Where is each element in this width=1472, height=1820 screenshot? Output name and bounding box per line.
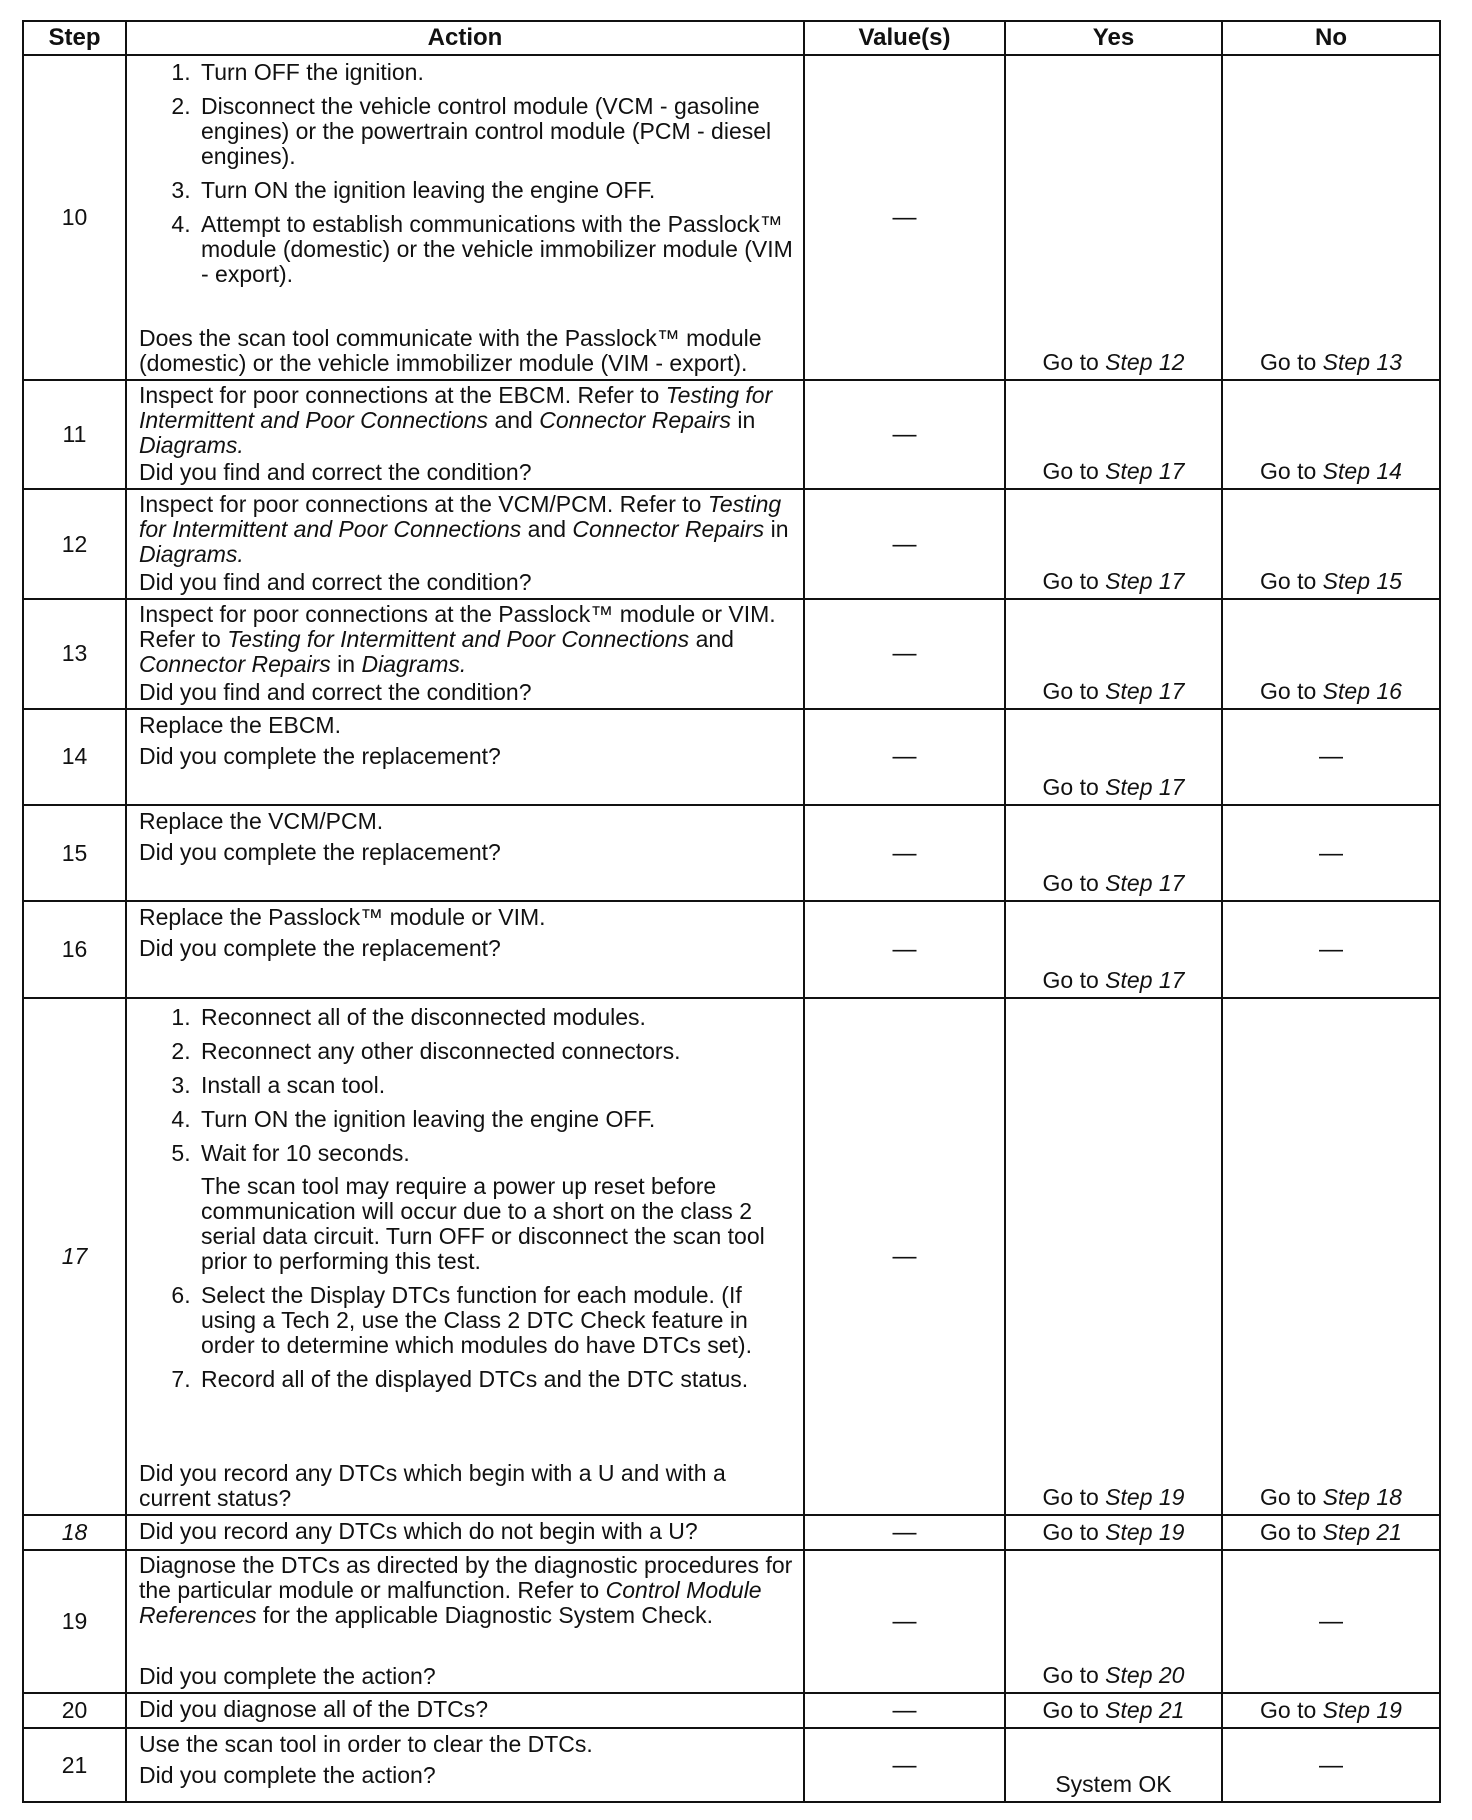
list-item: 7. Record all of the displayed DTCs and the DTC status. <box>197 1367 795 1392</box>
step-number: 13 <box>23 599 126 709</box>
yes-link[interactable]: Step 17 <box>1105 773 1185 800</box>
action-text: Inspect for poor connections at the VCM/PCM. Refer to Testing for Intermittent and Poor Connections and Connector Repairs in Diagrams. <box>139 491 789 568</box>
value-cell: — <box>804 805 1005 901</box>
question-text: Did you find and correct the condition? <box>139 569 532 596</box>
list-item: 2. Disconnect the vehicle control module (VCM - gasoline engines) or the powertrain control module (PCM - diesel engines). <box>197 94 795 169</box>
list-item: 6. Select the Display DTCs function for each module. (If using a Tech 2, use the Class 2 DTC Check feature in order to determine which modules do have DTCs set). <box>197 1283 795 1358</box>
goto-label: Go to <box>1260 1697 1317 1724</box>
yes-cell <box>1005 380 1222 490</box>
yes-link[interactable]: Step 21 <box>1105 1697 1185 1724</box>
goto-label: Go to <box>1042 1662 1099 1689</box>
list-item: 1. Reconnect all of the disconnected modules. <box>197 1005 795 1030</box>
action-cell <box>126 599 804 709</box>
header-yes: Yes <box>1005 21 1222 55</box>
header-no: No <box>1222 21 1440 55</box>
value-cell: — <box>804 55 1005 380</box>
action-cell <box>126 805 804 901</box>
step-number: 21 <box>23 1728 126 1802</box>
question-text: Did you complete the action? <box>139 1762 436 1789</box>
value-cell: — <box>804 1693 1005 1728</box>
action-cell <box>126 901 804 997</box>
value-cell: — <box>804 1515 1005 1550</box>
goto-label: Go to <box>1042 1697 1099 1724</box>
value-cell: — <box>804 1728 1005 1802</box>
action-list <box>139 60 795 296</box>
yes-cell <box>1005 1693 1222 1728</box>
yes-cell <box>1005 1550 1222 1693</box>
action-text: Replace the Passlock™ module or VIM. <box>139 904 546 931</box>
no-link[interactable]: Step 14 <box>1322 458 1402 485</box>
table-row <box>23 998 1440 1515</box>
no-cell: — <box>1222 805 1440 901</box>
no-cell <box>1222 1693 1440 1728</box>
no-cell: — <box>1222 1550 1440 1693</box>
question-text: Does the scan tool communicate with the Passlock™ module (domestic) or the vehicle immobilizer module (VIM - export). <box>139 324 762 376</box>
action-text: Inspect for poor connections at the Passlock™ module or VIM. Refer to Testing for Intermittent and Poor Connections and Connector Repairs in Diagrams. <box>139 601 776 678</box>
no-link[interactable]: Step 13 <box>1322 348 1402 375</box>
no-cell <box>1222 380 1440 490</box>
goto-label: Go to <box>1260 568 1317 595</box>
goto-label: Go to <box>1042 870 1099 897</box>
step-number: 12 <box>23 489 126 599</box>
table-row <box>23 489 1440 599</box>
step-number: 16 <box>23 901 126 997</box>
goto-label: Go to <box>1042 677 1099 704</box>
goto-label: Go to <box>1042 458 1099 485</box>
header-step: Step <box>23 21 126 55</box>
yes-link[interactable]: Step 19 <box>1105 1484 1185 1511</box>
yes-cell <box>1005 709 1222 805</box>
action-text: Diagnose the DTCs as directed by the diagnostic procedures for the particular module or malfunction. Refer to Control Module References for the applicable Diagnostic System Check. <box>139 1551 793 1628</box>
note-text: The scan tool may require a power up reset before communication will occur due to a short on the class 2 serial data circuit. Turn OFF or disconnect the scan tool prior to performing this test. <box>201 1172 765 1274</box>
value-cell: — <box>804 599 1005 709</box>
question-text: Did you complete the replacement? <box>139 838 501 865</box>
action-text: Use the scan tool in order to clear the DTCs. <box>139 1731 593 1758</box>
question-text: Did you complete the replacement? <box>139 742 501 769</box>
table-row <box>23 1693 1440 1728</box>
yes-link[interactable]: Step 20 <box>1105 1662 1185 1689</box>
goto-label: Go to <box>1042 1484 1099 1511</box>
action-text: Replace the VCM/PCM. <box>139 807 384 834</box>
list-item: 5. Wait for 10 seconds. The scan tool may require a power up reset before communication will occur due to a short on the class 2 serial data circuit. Turn OFF or disconnect the scan tool prior to performing this test. <box>197 1141 795 1274</box>
yes-cell <box>1005 901 1222 997</box>
step-number: 20 <box>23 1693 126 1728</box>
action-list <box>139 1005 795 1401</box>
yes-link[interactable]: Step 17 <box>1105 677 1185 704</box>
action-cell <box>126 489 804 599</box>
table-row <box>23 901 1440 997</box>
step-number: 18 <box>23 1515 126 1550</box>
yes-cell <box>1005 55 1222 380</box>
no-link[interactable]: Step 19 <box>1322 1697 1402 1724</box>
table-row <box>23 1550 1440 1693</box>
list-item: 1. Turn OFF the ignition. <box>197 60 795 85</box>
list-item: 4. Turn ON the ignition leaving the engine OFF. <box>197 1107 795 1132</box>
yes-cell <box>1005 599 1222 709</box>
no-cell <box>1222 55 1440 380</box>
no-link[interactable]: Step 16 <box>1322 677 1402 704</box>
action-text: Replace the EBCM. <box>139 711 341 738</box>
no-cell: — <box>1222 709 1440 805</box>
question-text: Did you find and correct the condition? <box>139 678 532 705</box>
step-number: 14 <box>23 709 126 805</box>
yes-cell <box>1005 1515 1222 1550</box>
no-cell: — <box>1222 901 1440 997</box>
action-cell <box>126 380 804 490</box>
no-cell: — <box>1222 1728 1440 1802</box>
no-cell <box>1222 998 1440 1515</box>
yes-link[interactable]: Step 19 <box>1105 1518 1185 1545</box>
no-cell <box>1222 489 1440 599</box>
yes-result: System OK <box>1055 1771 1172 1797</box>
question-text: Did you diagnose all of the DTCs? <box>139 1696 489 1723</box>
question-text: Did you complete the action? <box>139 1663 436 1690</box>
goto-label: Go to <box>1042 966 1099 993</box>
header-action: Action <box>126 21 804 55</box>
goto-label: Go to <box>1260 1484 1317 1511</box>
header-values: Value(s) <box>804 21 1005 55</box>
yes-link[interactable]: Step 17 <box>1105 870 1185 897</box>
no-cell <box>1222 599 1440 709</box>
action-cell <box>126 1515 804 1550</box>
table-row <box>23 599 1440 709</box>
goto-label: Go to <box>1042 1518 1099 1545</box>
yes-cell <box>1005 489 1222 599</box>
value-cell: — <box>804 380 1005 490</box>
step-number: 15 <box>23 805 126 901</box>
action-cell <box>126 709 804 805</box>
yes-cell <box>1005 805 1222 901</box>
value-cell: — <box>804 709 1005 805</box>
step-number: 19 <box>23 1550 126 1693</box>
question-text: Did you complete the replacement? <box>139 935 501 962</box>
list-item: 3. Turn ON the ignition leaving the engine OFF. <box>197 178 795 203</box>
table-row <box>23 380 1440 490</box>
yes-link[interactable]: Step 17 <box>1105 966 1185 993</box>
goto-label: Go to <box>1260 1518 1317 1545</box>
table-row <box>23 55 1440 380</box>
goto-label: Go to <box>1042 348 1099 375</box>
diagnostic-table <box>22 20 1441 1803</box>
no-cell <box>1222 1515 1440 1550</box>
yes-cell <box>1005 998 1222 1515</box>
question-text: Did you record any DTCs which begin with a U and with a current status? <box>139 1460 726 1512</box>
action-cell <box>126 55 804 380</box>
table-row <box>23 709 1440 805</box>
step-number: 11 <box>23 380 126 490</box>
no-link[interactable]: Step 15 <box>1322 568 1402 595</box>
header-row <box>23 21 1440 55</box>
action-cell <box>126 1728 804 1802</box>
value-cell: — <box>804 998 1005 1515</box>
step-number: 10 <box>23 55 126 380</box>
value-cell: — <box>804 901 1005 997</box>
value-cell: — <box>804 489 1005 599</box>
action-cell <box>126 998 804 1515</box>
list-item: 2. Reconnect any other disconnected connectors. <box>197 1039 795 1064</box>
list-item: 4. Attempt to establish communications with the Passlock™ module (domestic) or the vehicle immobilizer module (VIM - export). <box>197 212 795 287</box>
yes-link[interactable]: Step 17 <box>1105 458 1185 485</box>
action-text: Inspect for poor connections at the EBCM. Refer to Testing for Intermittent and Poor Connections and Connector Repairs in Diagrams. <box>139 381 773 458</box>
goto-label: Go to <box>1042 773 1099 800</box>
yes-link[interactable]: Step 17 <box>1105 568 1185 595</box>
list-item: 3. Install a scan tool. <box>197 1073 795 1098</box>
yes-cell <box>1005 1728 1222 1802</box>
goto-label: Go to <box>1260 677 1317 704</box>
goto-label: Go to <box>1260 458 1317 485</box>
value-cell: — <box>804 1550 1005 1693</box>
no-link[interactable]: Step 18 <box>1322 1484 1402 1511</box>
goto-label: Go to <box>1042 568 1099 595</box>
step-number: 17 <box>23 998 126 1515</box>
goto-label: Go to <box>1260 348 1317 375</box>
question-text: Did you record any DTCs which do not begin with a U? <box>139 1518 698 1545</box>
action-cell <box>126 1550 804 1693</box>
table-row <box>23 1515 1440 1550</box>
no-link[interactable]: Step 21 <box>1322 1518 1402 1545</box>
question-text: Did you find and correct the condition? <box>139 459 532 486</box>
yes-link[interactable]: Step 12 <box>1105 348 1185 375</box>
action-cell <box>126 1693 804 1728</box>
table-row <box>23 805 1440 901</box>
table-row <box>23 1728 1440 1802</box>
